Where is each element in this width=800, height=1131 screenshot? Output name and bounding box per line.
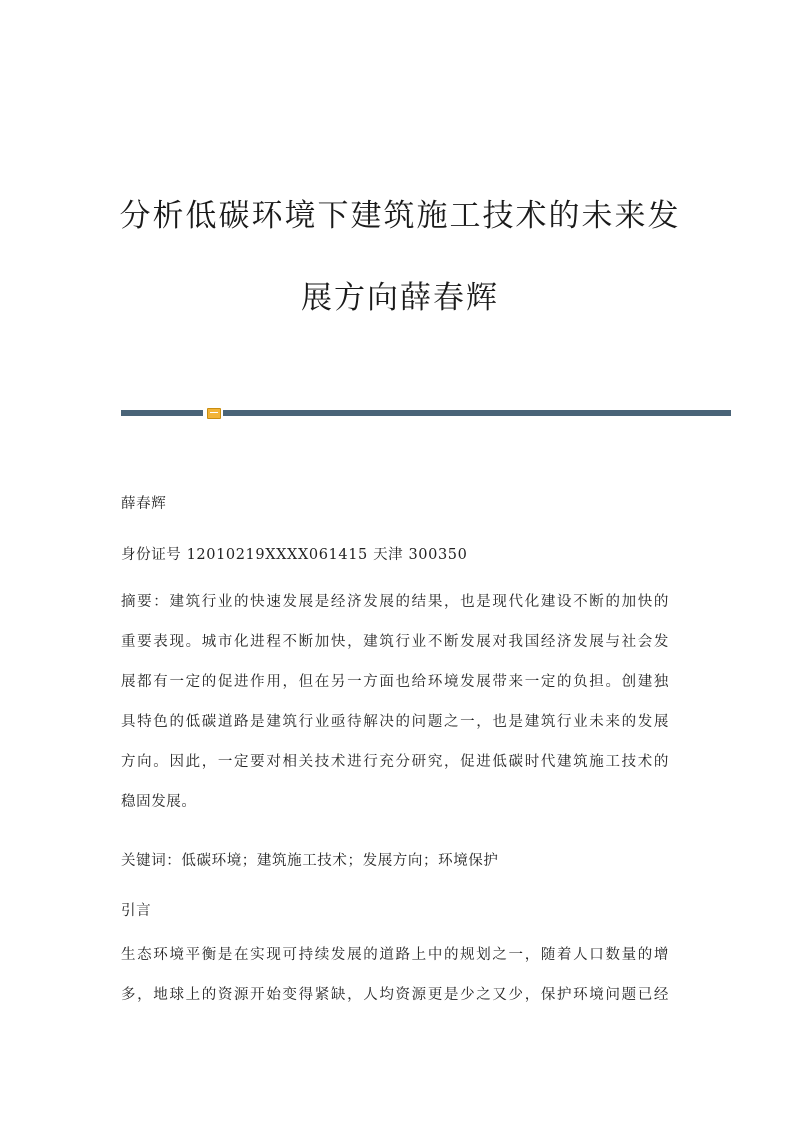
document-title-line-2: 展方向薛春辉	[301, 280, 499, 316]
abstract-line: 展都有一定的促进作用，但在另一方面也给环境发展带来一定的负担。创建独	[121, 674, 669, 690]
abstract-line: 方向。因此，一定要对相关技术进行充分研究，促进低碳时代建筑施工技术的	[121, 754, 669, 770]
abstract-line: 摘要：建筑行业的快速发展是经济发展的结果，也是现代化建设不断的加快的	[121, 594, 669, 610]
intro-line: 生态环境平衡是在实现可持续发展的道路上中的规划之一，随着人口数量的增	[121, 947, 669, 963]
intro-paragraph	[121, 935, 669, 1015]
author-name: 薛春辉	[121, 496, 167, 512]
section-heading: 引言	[121, 903, 152, 919]
abstract-paragraph	[121, 582, 669, 822]
keywords-line: 关键词：低碳环境；建筑施工技术；发展方向；环境保护	[121, 853, 499, 869]
document-title-line-1: 分析低碳环境下建筑施工技术的未来发	[119, 198, 681, 234]
author-id-line: 身份证号 12010219XXXX061415 天津 300350	[121, 547, 468, 563]
abstract-line: 稳固发展。	[121, 794, 197, 810]
divider-bar-right	[223, 410, 731, 416]
divider-bar-left	[121, 410, 203, 416]
intro-line: 多，地球上的资源开始变得紧缺，人均资源更是少之又少，保护环境问题已经	[121, 987, 669, 1003]
title-divider	[121, 407, 731, 417]
divider-badge-icon	[207, 408, 221, 419]
abstract-line: 具特色的低碳道路是建筑行业亟待解决的问题之一，也是建筑行业未来的发展	[121, 714, 669, 730]
abstract-line: 重要表现。城市化进程不断加快，建筑行业不断发展对我国经济发展与社会发	[121, 634, 669, 650]
